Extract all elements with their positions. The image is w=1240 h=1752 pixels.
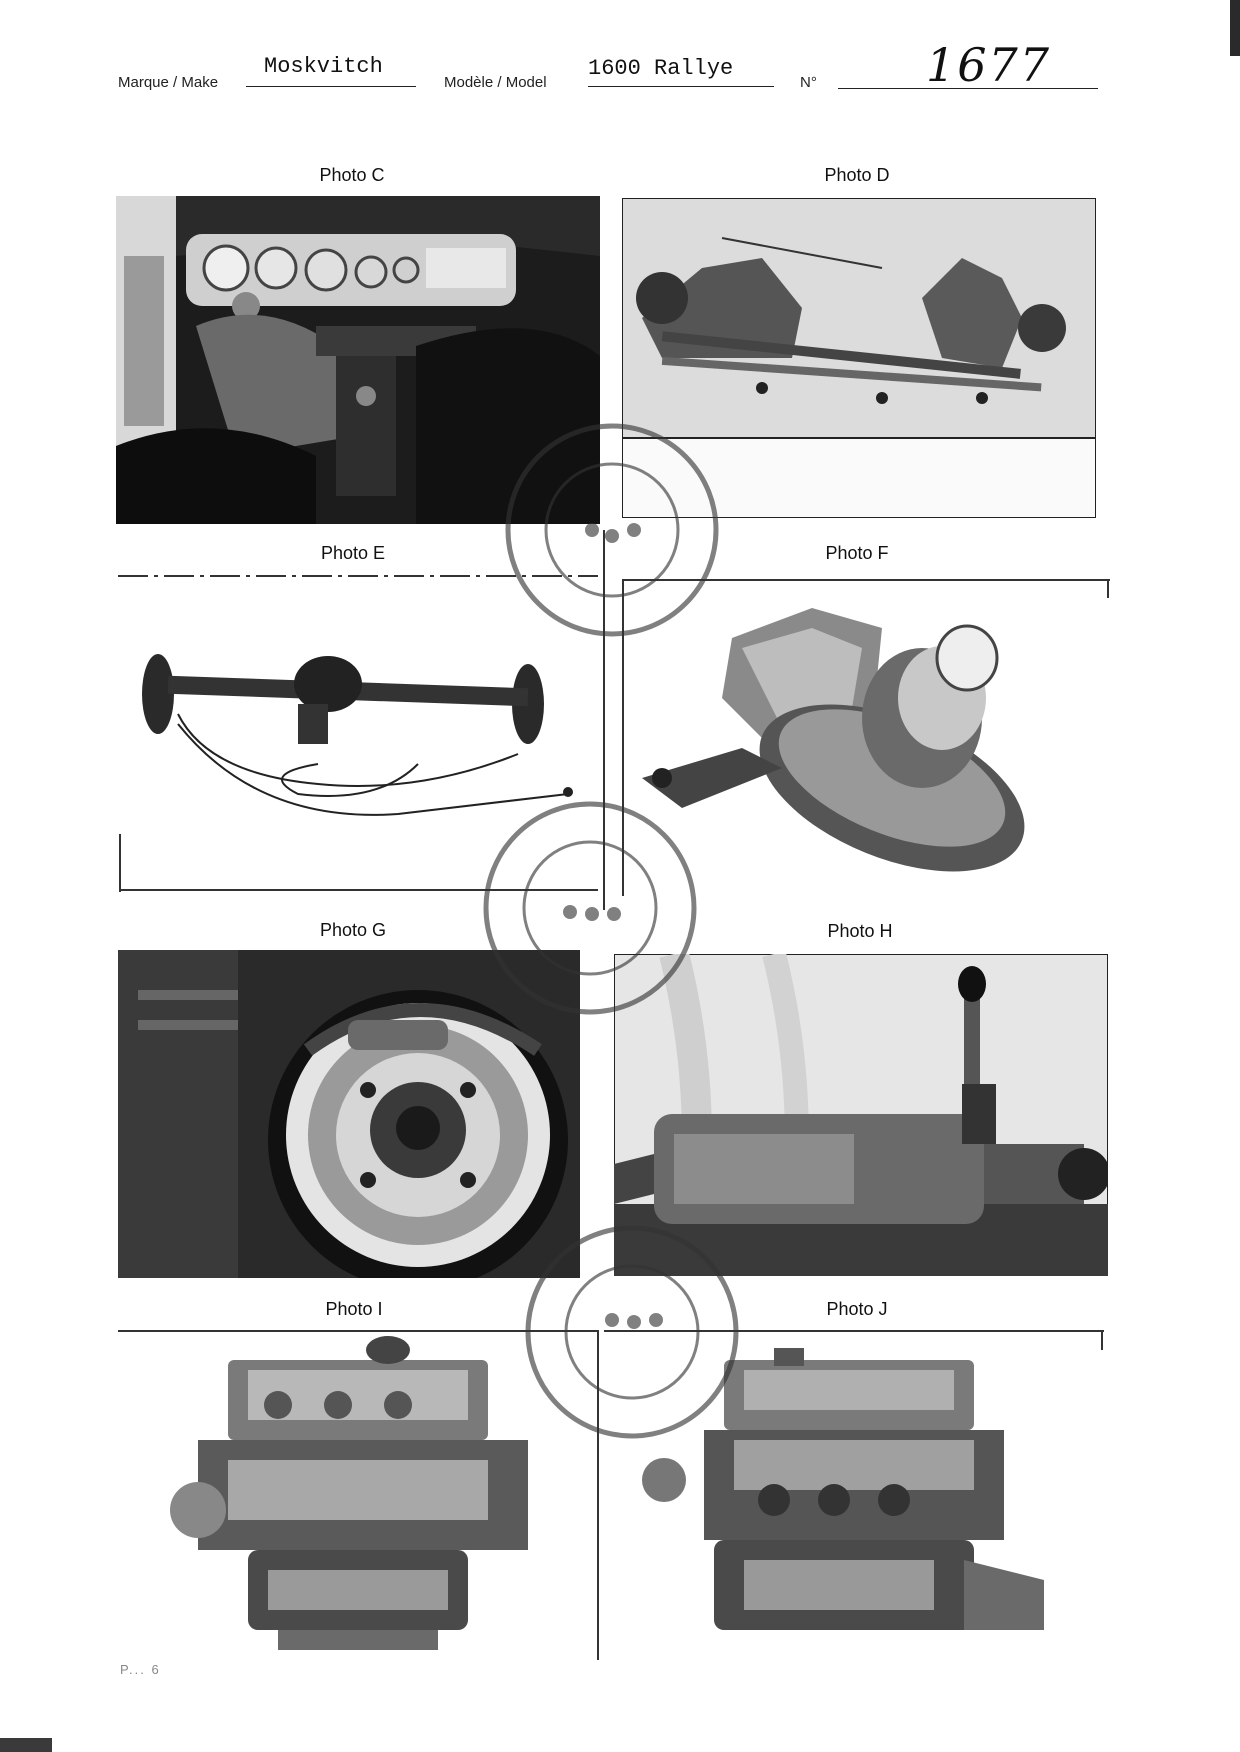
photo-j-engine-right [604, 1330, 1104, 1660]
caption-photo-d: Photo D [824, 165, 890, 185]
model-value: 1600 Rallye [588, 56, 734, 81]
page-number: P... 6 [120, 1662, 161, 1677]
column-divider-top [603, 530, 605, 910]
photo-e-rear-axle [118, 574, 598, 892]
photo-c-interior [116, 196, 600, 524]
model-label: Modèle / Model [444, 74, 547, 91]
make-underline [246, 86, 416, 87]
caption-photo-f: Photo F [825, 543, 889, 563]
model-underline [588, 86, 774, 87]
caption-photo-j: Photo J [826, 1299, 888, 1319]
caption-photo-i: Photo I [325, 1299, 383, 1319]
scan-corner-mark [0, 1738, 52, 1752]
caption-photo-c: Photo C [319, 165, 385, 185]
scan-edge-mark [1230, 0, 1240, 56]
homologation-number: 1677 [926, 38, 1052, 92]
make-label: Marque / Make [118, 74, 219, 91]
caption-photo-e: Photo E [320, 543, 386, 563]
photo-f-front-hub [622, 578, 1110, 896]
caption-photo-g: Photo G [319, 920, 387, 940]
caption-photo-h: Photo H [827, 921, 893, 941]
photo-i-engine-left [118, 1330, 598, 1660]
photo-g-rear-brake [118, 950, 580, 1278]
photo-d-front-suspension [622, 198, 1096, 518]
number-underline [838, 88, 1098, 89]
number-label: N° [800, 74, 817, 91]
make-value: Moskvitch [264, 54, 383, 79]
photo-h-gearbox [614, 954, 1108, 1276]
column-divider-bottom [597, 1330, 599, 1660]
